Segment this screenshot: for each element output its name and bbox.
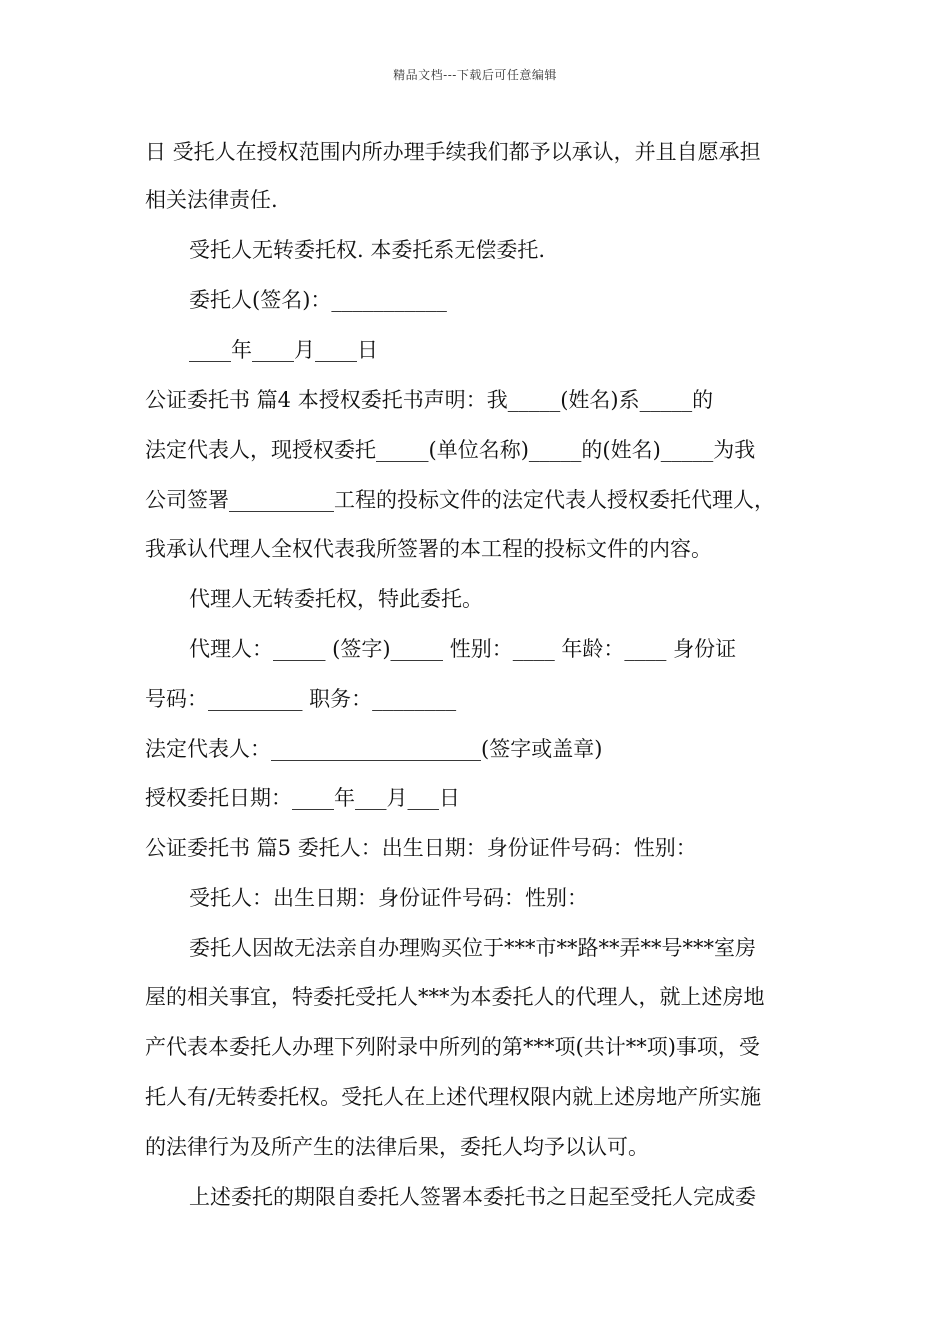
section-heading-5: 公证委托书 篇5 委托人：出生日期：身份证件号码：性别： [145, 836, 697, 860]
text-line: 屋的相关事宜，特委托受托人***为本委托人的代理人，就上述房地 [145, 985, 765, 1009]
text-line: 相关法律责任. [145, 188, 278, 212]
text-line: 上述委托的期限自委托人签署本委托书之日起至受托人完成委 [189, 1185, 756, 1209]
text-line: 日 受托人在授权范围内所办理手续我们都予以承认，并且自愿承担 [145, 140, 761, 164]
text-line: 我承认代理人全权代表我所签署的本工程的投标文件的内容。 [145, 537, 712, 561]
agent-info-line: 号码：_________ 职务：________ [145, 687, 457, 711]
legal-rep-line: 法定代表人：____________________(签字或盖章) [145, 737, 603, 761]
text-line: 委托人因故无法亲自办理购买位于***市**路**弄**号***室房 [189, 936, 756, 960]
date-line: 授权委托日期：____年___月___日 [145, 786, 460, 810]
text-line: 托人有/无转委托权。受托人在上述代理权限内就上述房地产所实施 [145, 1085, 762, 1109]
text-line: 公司签署__________工程的投标文件的法定代表人授权委托代理人， [145, 488, 775, 512]
text-line: 代理人无转委托权，特此委托。 [189, 587, 483, 611]
text-line: 法定代表人，现授权委托_____(单位名称)_____的(姓名)_____为我 [145, 438, 756, 462]
page-header: 精品文档---下载后可任意编辑 [393, 68, 557, 82]
text-line: 产代表本委托人办理下列附录中所列的第***项(共计**项)事项，受 [145, 1035, 760, 1059]
text-line: 的法律行为及所产生的法律后果，委托人均予以认可。 [145, 1135, 649, 1159]
section-heading-4: 公证委托书 篇4 本授权委托书声明：我_____(姓名)系_____的 [145, 388, 714, 412]
agent-info-line: 代理人：_____ (签字)_____ 性别：____ 年龄：____ 身份证 [189, 637, 737, 661]
signature-line: 委托人(签名)：___________ [189, 288, 447, 312]
date-line: ____年____月____日 [189, 338, 378, 362]
text-line: 受托人无转委托权. 本委托系无偿委托. [189, 238, 546, 262]
text-line: 受托人：出生日期：身份证件号码：性别： [189, 886, 588, 910]
